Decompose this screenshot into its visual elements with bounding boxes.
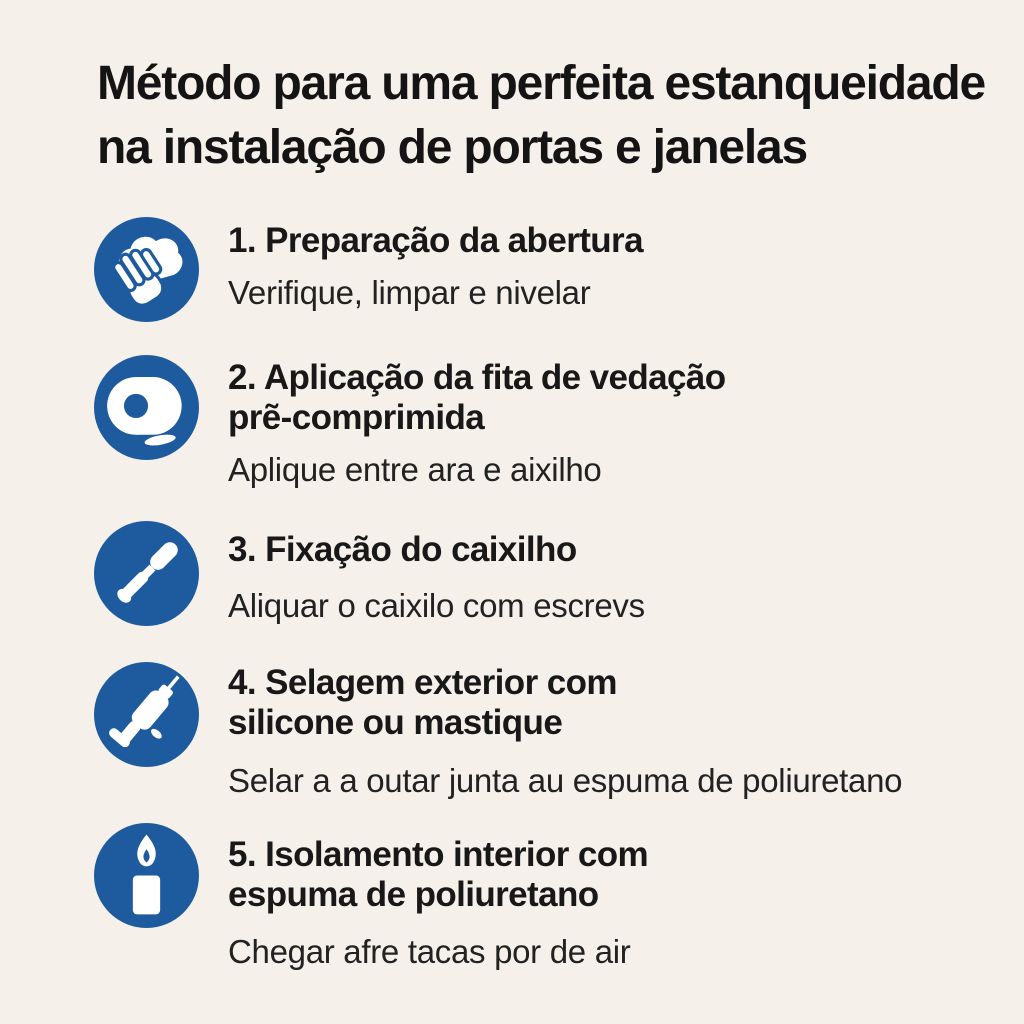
step-heading-line: 3. Fixação do caixilho xyxy=(228,530,577,569)
step-heading xyxy=(228,221,643,261)
cleaning-hand-icon xyxy=(94,217,199,322)
step-heading-line: silicone ou mastique xyxy=(228,703,563,742)
step-subtitle: Verifique, limpar e nivelar xyxy=(228,274,591,311)
page-title-line-2: na instalação de portas e janelas xyxy=(97,121,808,174)
step-heading xyxy=(228,530,577,570)
step-subtitle: Chegar afre tacas por de air xyxy=(228,933,631,970)
tape-roll-icon xyxy=(94,355,199,460)
step-heading-line: 5. Isolamento interior com xyxy=(228,835,649,874)
step-subtitle: Selar a a outar junta au espuma de poliuretano xyxy=(228,762,903,799)
step-heading-line: 4. Selagem exterior com xyxy=(228,663,617,702)
step-heading-line: 2. Aplicação da fita de vedação xyxy=(228,358,726,397)
step-heading-line: 1. Preparação da abertura xyxy=(228,221,643,260)
screw-icon xyxy=(94,521,199,626)
step-subtitle: Aliquar o caixilo com escrevs xyxy=(228,587,645,624)
step-heading xyxy=(228,663,617,743)
step-heading xyxy=(228,835,648,915)
caulking-gun-icon xyxy=(94,662,199,767)
step-heading xyxy=(228,358,726,438)
step-subtitle: Aplique entre ara e aixilho xyxy=(228,451,602,488)
step-heading-line: prẽ-comprimida xyxy=(228,398,485,437)
page-title xyxy=(97,52,985,180)
candle-icon xyxy=(94,823,199,928)
page-title-line-1: Método para uma perfeita estanqueidade xyxy=(97,57,985,110)
step-heading-line: espuma de poliuretano xyxy=(228,875,599,914)
